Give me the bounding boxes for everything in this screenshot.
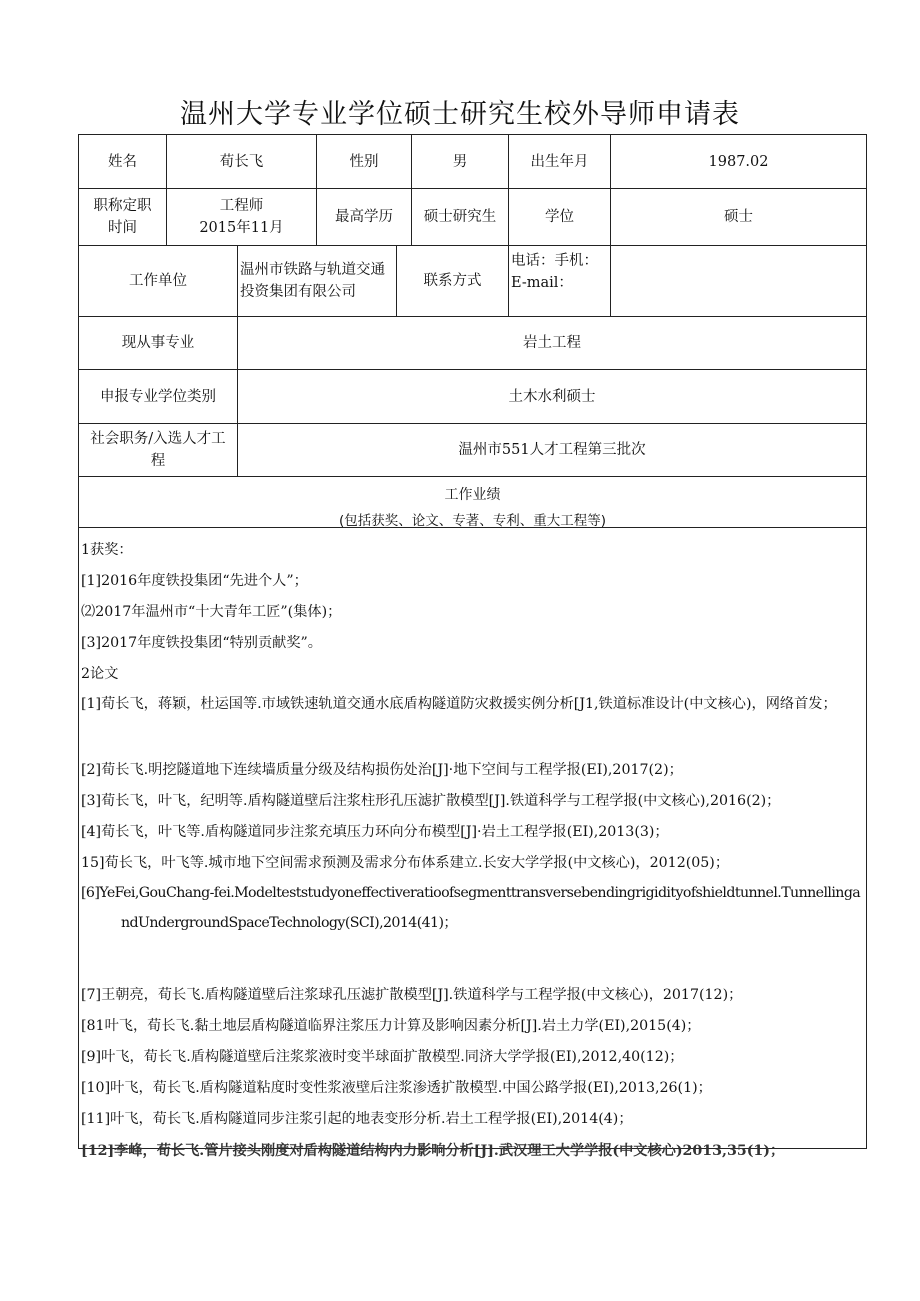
- paper-item: [4]荀长飞，叶飞等.盾构隧道同步注浆充填压力环向分布模型[J]·岩土工程学报(EI),2013(3)；: [81, 824, 669, 840]
- paper-item: [3]荀长飞，叶飞，纪明等.盾构隧道壁后注浆柱形孔压滤扩散模型[J].铁道科学与工程学报(中文核心),2016(2)；: [81, 793, 781, 809]
- birth-value: 1987.02: [610, 134, 867, 189]
- achievements-body: [78, 527, 867, 1159]
- degree-label: 学位: [508, 188, 611, 246]
- paper-item: [7]王朝亮，荀长飞.盾构隧道壁后注浆球孔压滤扩散模型[J].铁道科学与工程学报(中文核心)，2017(12)；: [81, 987, 743, 1003]
- title-time-value-line1: 工程师: [219, 198, 264, 214]
- major-value: 岩土工程: [237, 316, 867, 370]
- paper-item: [11]叶飞，荀长飞.盾构隧道同步注浆引起的地表变形分析.岩土工程学报(EI),2014(4)；: [81, 1111, 633, 1127]
- paper-item: [9]叶飞，荀长飞.盾构隧道壁后注浆浆液时变半球面扩散模型.同济大学学报(EI),2012,40(12)；: [81, 1049, 684, 1065]
- gender-label: 性别: [316, 134, 412, 189]
- paper-item: [6]YeFei,GouChang-fei.Modelteststudyoneffectiveratioofsegmenttransversebendingrigidityofshieldtunnel.TunnellingandUndergroundSpaceTechnology(SCI),2014(41)；: [81, 885, 861, 931]
- category-value: 土木水利硕士: [237, 369, 867, 424]
- paper-item: [81叶飞，荀长飞.黏土地层盾构隧道临界注浆压力计算及影响因素分析[J].岩土力学(EI),2015(4)；: [81, 1018, 701, 1034]
- social-value: 温州市551人才工程第三批次: [237, 423, 867, 477]
- name-value: 荀长飞: [166, 134, 317, 189]
- paper-item: 15]荀长飞，叶飞等.城市地下空间需求预测及需求分布体系建立.长安大学学报(中文核心)，2012(05)；: [81, 855, 730, 871]
- paper-item: [2]荀长飞.明挖隧道地下连续墙质量分级及结构损伤处治[J]·地下空间与工程学报(EI),2017(2)；: [81, 762, 683, 778]
- title-time-label: 职称定职时间: [78, 188, 167, 246]
- award-item: [3]2017年度铁投集团“特别贡献奖”。: [81, 635, 322, 651]
- major-label: 现从事专业: [78, 316, 238, 370]
- award-item: ⑵2017年温州市“十大青年工匠”(集体)；: [81, 604, 342, 620]
- contact-value: 电话：手机：E-mail：: [508, 245, 611, 317]
- paper-item: [10]叶飞，荀长飞.盾构隧道粘度时变性浆液壁后注浆渗透扩散模型.中国公路学报(EI),2013,26(1)；: [81, 1080, 712, 1096]
- achievements-header: [78, 476, 867, 528]
- edu-label: 最高学历: [316, 188, 412, 246]
- category-label: 申报专业学位类别: [78, 369, 238, 424]
- birth-label: 出生年月: [508, 134, 611, 189]
- info-table: [78, 134, 867, 477]
- contact-label: 联系方式: [396, 245, 509, 317]
- achievements-heading: 工作业绩: [444, 487, 501, 503]
- work-unit-label: 工作单位: [78, 245, 238, 317]
- name-label: 姓名: [78, 134, 167, 189]
- page-title: 温州大学专业学位硕士研究生校外导师申请表: [180, 99, 740, 130]
- degree-value: 硕士: [610, 188, 867, 246]
- contact-blank: [610, 245, 867, 317]
- title-time-value-line2: 2015年11月: [199, 220, 284, 236]
- paper-item: [1]荀长飞，蒋颖，杜运国等.市域铁速轨道交通水底盾构隧道防灾救援实例分析[J1,铁道标准设计(中文核心)，网络首发；: [81, 696, 837, 712]
- title-time-value: [166, 188, 317, 246]
- paper-item-truncated: [12]李峰，荀长飞.管片接头刚度对盾构隧道结构内力影响分析[J].武汉理工大学学报(中文核心)2013,35(1)；: [81, 1143, 785, 1159]
- gender-value: 男: [411, 134, 509, 189]
- work-unit-value: 温州市铁路与轨道交通投资集团有限公司: [237, 245, 397, 317]
- edu-value: 硕士研究生: [411, 188, 509, 246]
- awards-heading: 1获奖：: [81, 542, 133, 558]
- papers-heading: 2论文: [81, 666, 119, 682]
- social-label: 社会职务/入选人才工程: [78, 423, 238, 477]
- award-item: [1]2016年度铁投集团“先进个人”；: [81, 573, 308, 589]
- achievements-subheading: (包括获奖、论文、专著、专利、重大工程等): [338, 513, 607, 529]
